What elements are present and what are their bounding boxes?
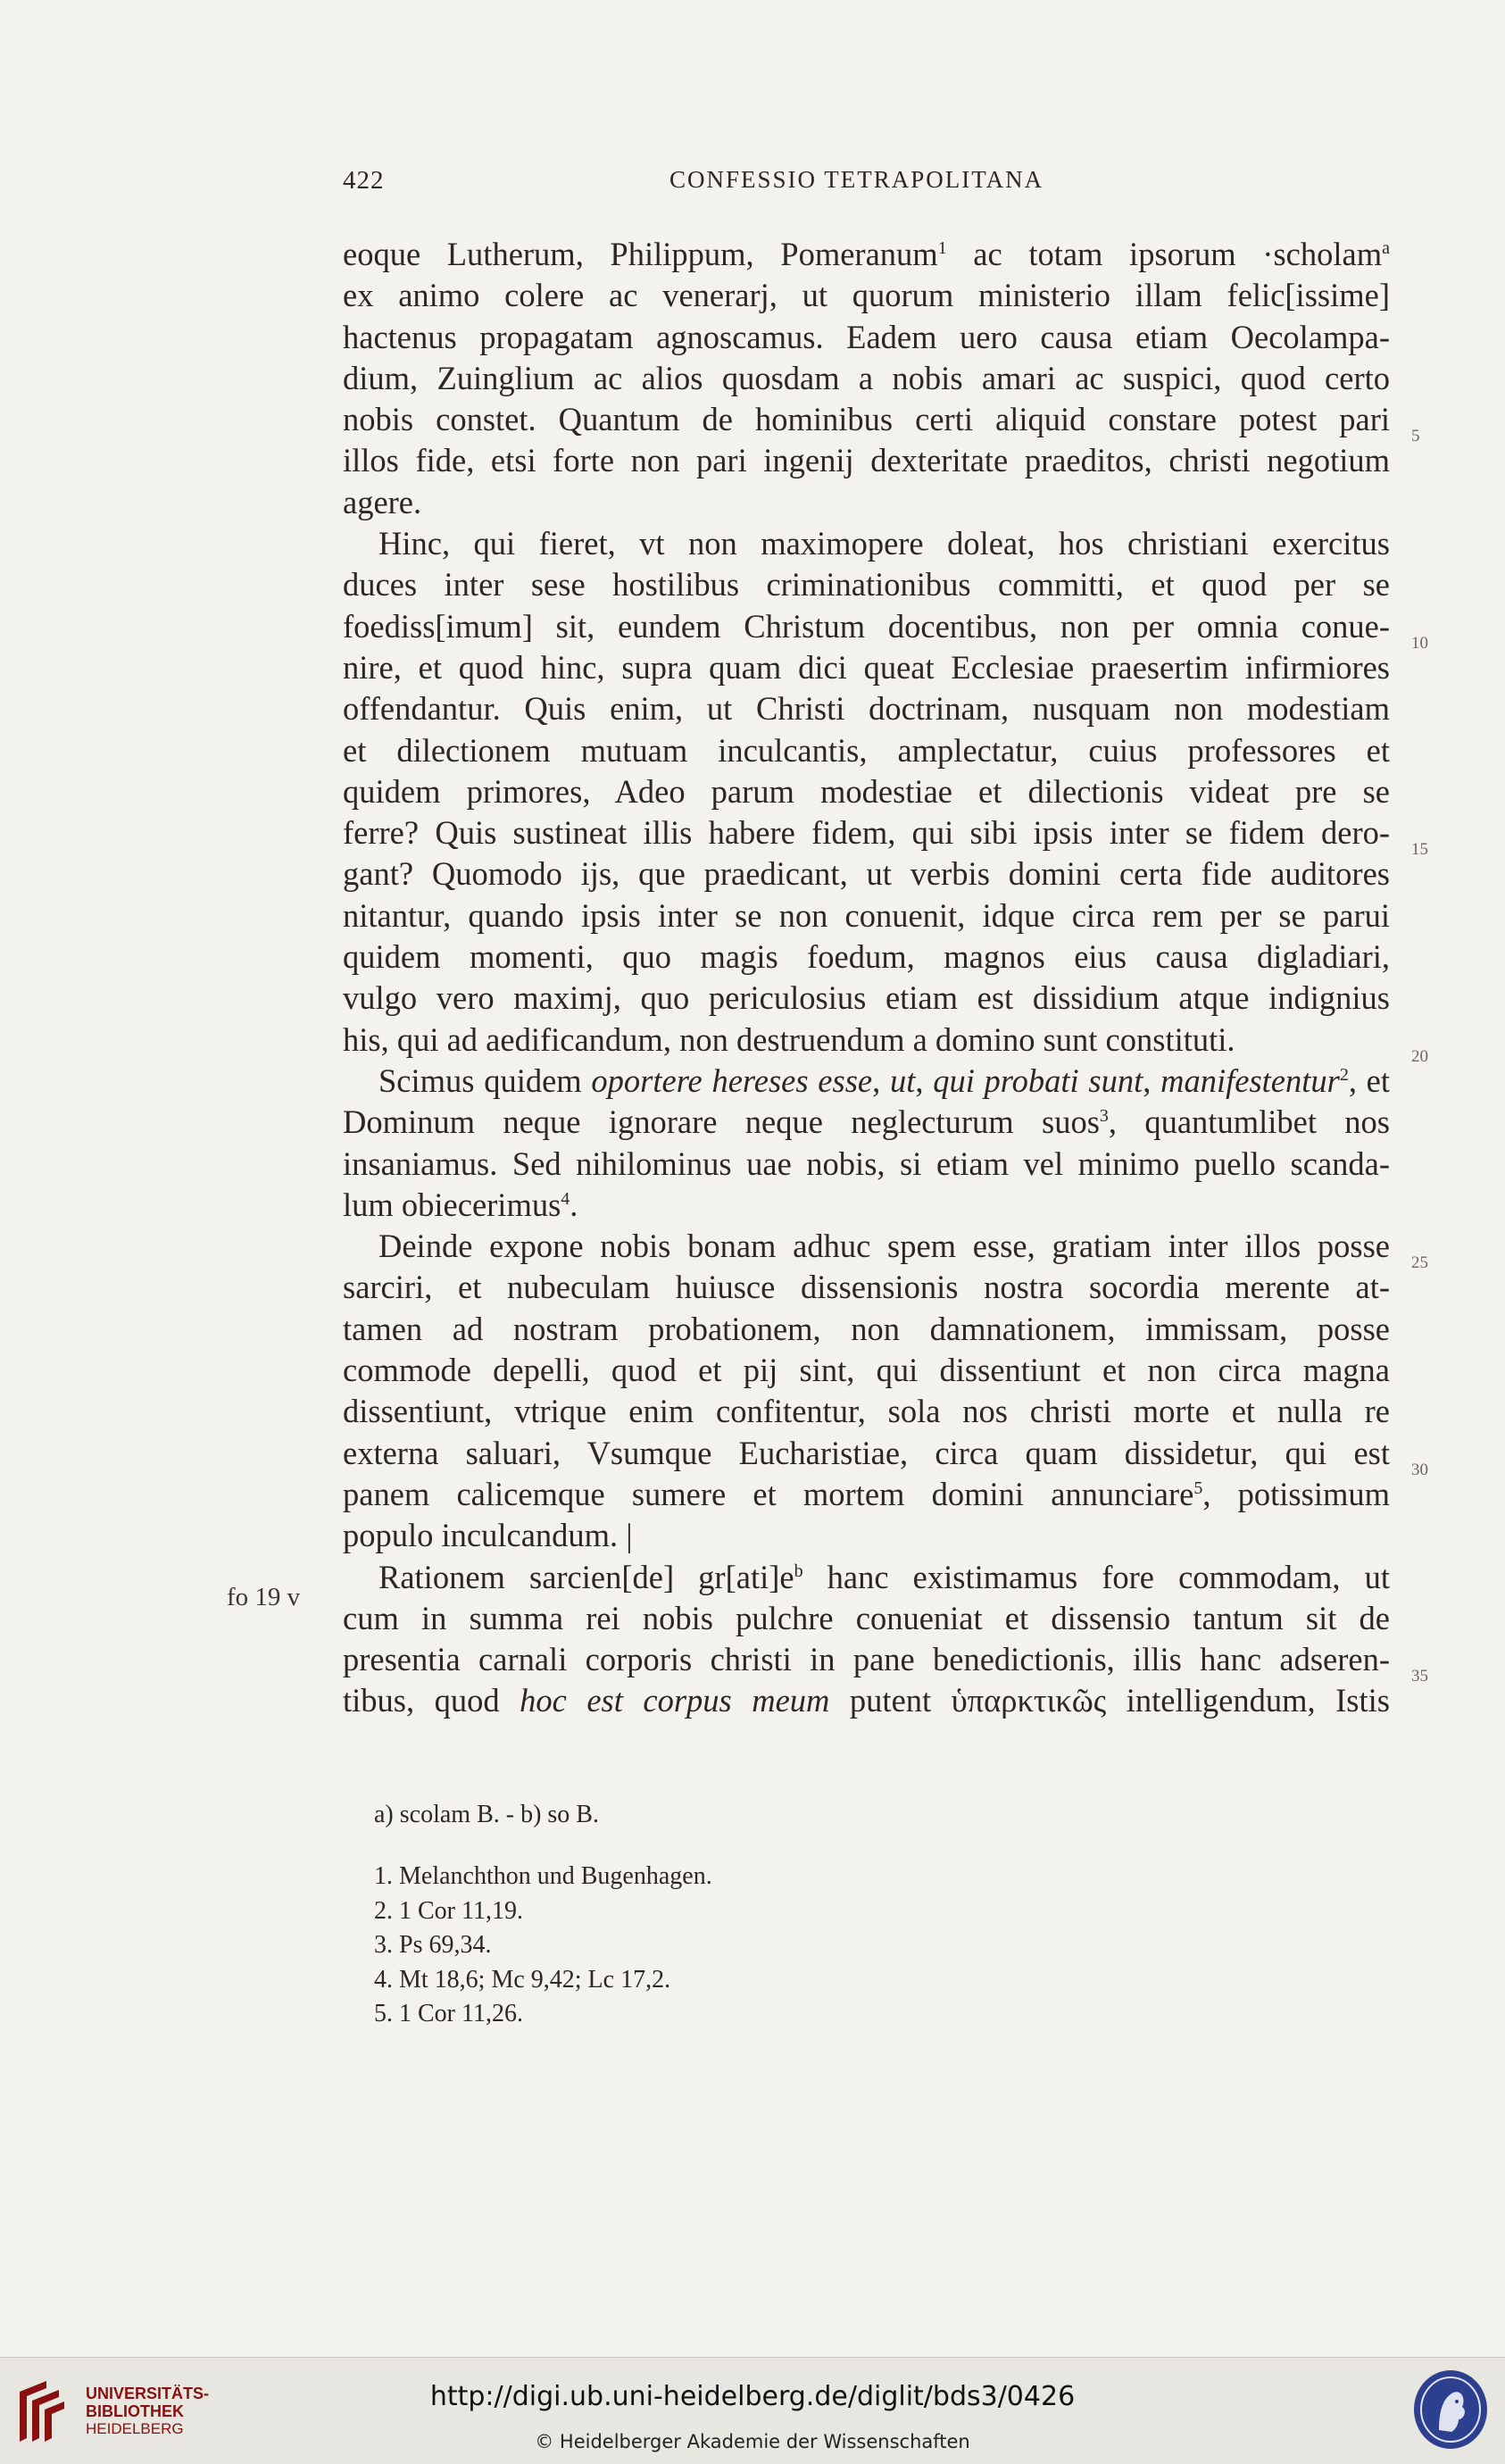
body-text (343, 234, 1428, 1722)
copyright-notice: © Heidelberger Akademie der Wissenschaften (535, 2431, 970, 2452)
text-line-36: tibus, quod hoc est corpus meum putent ὑπαρκτικῶς intelligendum, Istis (343, 1682, 1390, 1719)
text-line-16: gant? Quomodo ijs, que praedicant, ut verbis domini certa fide auditores (343, 855, 1390, 893)
text-line-13: et dilectionem mutuam inculcantis, amplectatur, cuius professores et (343, 731, 1390, 769)
footnote: 1. Melanchthon und Bugenhagen. (374, 1862, 712, 1890)
line-number: 30 (1411, 1461, 1428, 1479)
text-line-23: insaniamus. Sed nihilominus uae nobis, si etiam vel minimo puello scanda- (343, 1145, 1390, 1182)
text-line-22: Dominum neque ignorare neque neglecturum suos$^3$, quantumlibet nos (343, 1103, 1390, 1141)
critical-apparatus: a) scolam B. - b) so B. (374, 1801, 599, 1828)
footnotes (374, 1860, 712, 2032)
page-number: 422 (343, 166, 385, 195)
text-line-5: nobis constet. Quantum de hominibus certi aliquid constare potest pari (343, 401, 1390, 438)
library-name: UNIVERSITÄTS- BIBLIOTHEK HEIDELBERG (86, 2385, 210, 2437)
text-line-24: lum obiecerimus$^4$. (343, 1186, 578, 1223)
viewer-footer (0, 2357, 1505, 2464)
footnote: 3. Ps 69,34. (374, 1931, 492, 1959)
text-line-30: externa saluari, Vsumque Eucharistiae, circa quam dissidetur, qui est (343, 1434, 1390, 1471)
text-line-14: quidem primores, Adeo parum modestiae et dilectionis videat pre se (343, 772, 1390, 810)
text-line-19: vulgo vero maximj, quo periculosius etiam est dissidium atque indignius (343, 979, 1390, 1017)
text-line-9: duces inter sese hostilibus criminationibus committi, et quod per se (343, 566, 1390, 604)
text-line-27: tamen ad nostram probationem, non damnationem, immissam, posse (343, 1310, 1390, 1347)
footnote-ref-1: 1 (937, 237, 947, 258)
running-header (343, 166, 1390, 202)
text-line-4: dium, Zuinglium ac alios quosdam a nobis amari ac suspici, quod certo (343, 359, 1390, 396)
permalink-url[interactable]: http://digi.ub.uni-heidelberg.de/diglit/bds3/0426 (429, 2381, 1076, 2412)
apparatus-ref-b: b (794, 1561, 803, 1581)
text-line-3: hactenus propagatam agnoscamus. Eadem uero causa etiam Oecolampa- (343, 318, 1390, 355)
line-number: 5 (1411, 427, 1420, 445)
text-line-25: Deinde expone nobis bonam adhuc spem esse, gratiam inter illos posse (378, 1228, 1390, 1265)
footnote: 4. Mt 18,6; Mc 9,42; Lc 17,2. (374, 1965, 671, 1994)
text-line-2: ex animo colere ac venerarj, ut quorum ministerio illam felic[issime] (343, 277, 1390, 314)
text-line-12: offendantur. Quis enim, ut Christi doctrinam, nusquam non modestiam (343, 690, 1390, 728)
academy-seal-icon (1412, 2368, 1489, 2452)
text-line-28: commode depelli, quod et pij sint, qui dissentiunt et non circa magna (343, 1352, 1390, 1389)
text-line-29: dissentiunt, vtrique enim confitentur, sola nos christi morte et nulla re (343, 1393, 1390, 1430)
line-number: 15 (1411, 840, 1428, 859)
footnote-ref-4: 4 (561, 1188, 570, 1209)
text-line-35: presentia carnali corporis christi in pane benedictionis, illis hanc adseren- (343, 1641, 1390, 1678)
text-line-6: illos fide, etsi forte non pari ingenij dexteritate praeditos, christi negotium (343, 442, 1390, 479)
line-number: 35 (1411, 1667, 1428, 1686)
text-line-21: Scimus quidem oportere hereses esse, ut, qui probati sunt, manifestentur$^2$, et (378, 1061, 1391, 1099)
text-line-1: eoque Lutherum, Philippum, Pomeranum$^1$ ac totam ipsorum ·scholam$^a$ (343, 236, 1390, 272)
running-title: CONFESSIO TETRAPOLITANA (669, 166, 1044, 193)
text-line-33: Rationem sarcien[de] $gr[ati]e^b$ hanc existimamus fore commodam, ut (378, 1558, 1390, 1595)
text-line-7: agere. (343, 483, 422, 520)
footnote-ref-5: 5 (1193, 1478, 1203, 1498)
text-line-34: cum in summa rei nobis pulchre conueniat et dissensio tantum sit de (343, 1599, 1390, 1636)
text-line-11: nire, et quod hinc, supra quam dici queat Ecclesiae praesertim infirmiores (343, 648, 1390, 686)
line-number: 25 (1411, 1253, 1428, 1272)
text-line-31: panem calicemque sumere et mortem domini annunciare$^5$, potissimum (343, 1475, 1390, 1512)
text-line-20: his, qui ad aedificandum, non destruendum a domino sunt constituti. (343, 1020, 1235, 1058)
line-number: 20 (1411, 1047, 1428, 1066)
footnote-ref-3: 3 (1099, 1106, 1109, 1127)
text-line-32: populo inculcandum. | (343, 1517, 633, 1554)
text-line-8: Hinc, qui fieret, vt non maximopere doleat, hos christiani exercitus (378, 525, 1390, 562)
text-line-10: foediss[imum] sit, eundem Christum docentibus, non per omnia conue- (343, 607, 1390, 645)
line-number: 10 (1411, 634, 1428, 653)
margin-folio-note: fo 19 v (227, 1583, 301, 1611)
text-line-17: nitantur, quando ipsis inter se non conuenit, idque circa rem per se parui (343, 896, 1390, 934)
text-line-18: quidem momenti, quo magis foedum, magnos eius causa digladiari, (343, 938, 1390, 976)
footnote: 5. 1 Cor 11,26. (374, 2000, 523, 2027)
text-line-15: ferre? Quis sustineat illis habere fidem, qui sibi ipsis inter se fidem dero- (343, 814, 1390, 852)
text-line-26: sarciri, et nubeculam huiusce dissensionis nostra socordia merente at- (343, 1269, 1390, 1306)
footnote: 2. 1 Cor 11,19. (374, 1896, 523, 1925)
footnote-ref-2: 2 (1339, 1064, 1349, 1085)
apparatus-ref-a: a (1382, 237, 1390, 258)
